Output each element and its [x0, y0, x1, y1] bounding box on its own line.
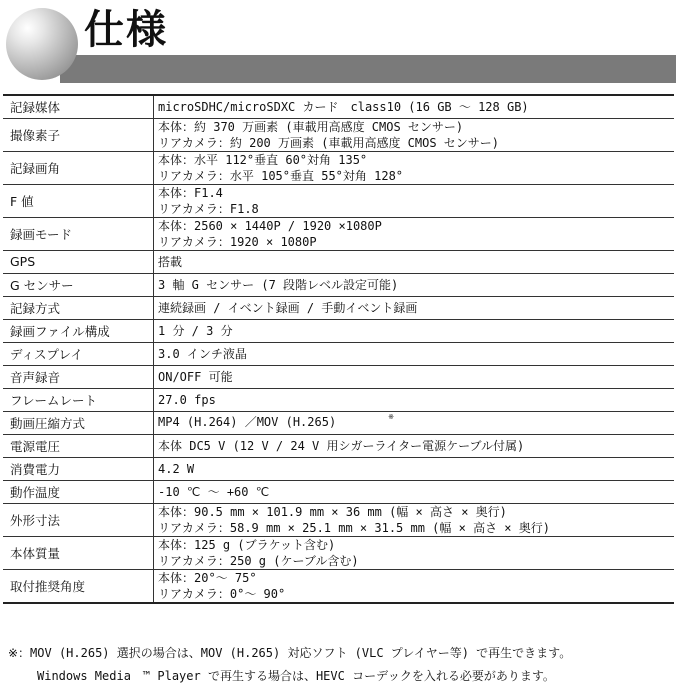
- spec-value: [154, 503, 675, 536]
- spec-value-line: 連続録画 / イベント録画 / 手動イベント録画: [158, 300, 418, 315]
- spec-label: 記録方式: [3, 296, 154, 319]
- spec-label: F 値: [3, 184, 154, 217]
- spec-value: [154, 536, 675, 569]
- spec-label: 本体質量: [3, 536, 154, 569]
- footnote-2: Windows Media ™ Player で再生する場合は、HEVC コーデックを入れる必要があります。: [37, 669, 555, 683]
- spec-row: [3, 217, 674, 250]
- spec-row: [3, 250, 674, 273]
- spec-row: [3, 457, 674, 480]
- spec-row: [3, 184, 674, 217]
- footnote-1: ※：MOV (H.265) 選択の場合は、MOV (H.265) 対応ソフト (VLC プレイヤー等) で再生できます。: [8, 646, 572, 660]
- spec-table: [3, 94, 674, 604]
- spec-value-line: 4.2 W: [158, 461, 195, 476]
- spec-row: [3, 342, 674, 365]
- page-title: 仕様: [84, 7, 168, 53]
- header-band: [60, 55, 676, 83]
- spec-value: [154, 319, 675, 342]
- spec-value-line: 3 軸 G センサー (7 段階レベル設定可能): [158, 277, 399, 292]
- spec-value-line: microSDHC/microSDXC カード class10 (16 GB ～ 128 GB): [158, 99, 529, 114]
- spec-label: 動作温度: [3, 480, 154, 503]
- spec-value-line: リアカメラ：F1.8: [158, 201, 259, 216]
- spec-value: [154, 273, 675, 296]
- spec-row: [3, 411, 674, 434]
- spec-value-line: リアカメラ：1920 × 1080P: [158, 234, 317, 249]
- spec-label: GPS: [3, 250, 154, 273]
- spec-row: [3, 151, 674, 184]
- spec-row: [3, 503, 674, 536]
- spec-value-line: 本体：125 g (ブラケット含む): [158, 537, 336, 552]
- spec-row: [3, 365, 674, 388]
- spec-row: [3, 319, 674, 342]
- spec-row: [3, 480, 674, 503]
- spec-value: [154, 296, 675, 319]
- spec-row: [3, 273, 674, 296]
- spec-value: [154, 434, 675, 457]
- spec-value: [154, 118, 675, 151]
- spec-label: フレームレート: [3, 388, 154, 411]
- spec-value: [154, 151, 675, 184]
- spec-value: [154, 569, 675, 603]
- spec-label: G センサー: [3, 273, 154, 296]
- spec-row: [3, 434, 674, 457]
- spec-value-line: 本体：約 370 万画素 (車載用高感度 CMOS センサー): [158, 119, 464, 134]
- spec-value-line: MP4 (H.264) ／MOV (H.265): [158, 414, 337, 429]
- spec-label: 外形寸法: [3, 503, 154, 536]
- spec-value-line: 本体 DC5 V (12 V / 24 V 用シガーライター電源ケーブル付属): [158, 438, 525, 453]
- spec-value-line: リアカメラ：0°～ 90°: [158, 586, 286, 601]
- header: [0, 0, 680, 90]
- spec-value-line: 1 分 / 3 分: [158, 323, 233, 338]
- spec-value: [154, 95, 675, 118]
- spec-value-line: リアカメラ：約 200 万画素 (車載用高感度 CMOS センサー): [158, 135, 500, 150]
- spec-value: [154, 457, 675, 480]
- spec-label: 消費電力: [3, 457, 154, 480]
- spec-value: [154, 388, 675, 411]
- spec-label: 録画ファイル構成: [3, 319, 154, 342]
- spec-value-line: 搭載: [158, 254, 183, 269]
- spec-row: [3, 569, 674, 603]
- footnotes: [8, 642, 571, 688]
- spec-value-line: 本体：90.5 mm × 101.9 mm × 36 mm (幅 × 高さ × 奥行): [158, 504, 507, 519]
- spec-row: [3, 296, 674, 319]
- spec-value: [154, 217, 675, 250]
- spec-value-line: 27.0 fps: [158, 392, 216, 407]
- spec-value-line: -10 ℃ ～ +60 ℃: [158, 484, 270, 499]
- spec-label: 電源電圧: [3, 434, 154, 457]
- spec-value-line: リアカメラ：58.9 mm × 25.1 mm × 31.5 mm (幅 × 高さ × 奥行): [158, 520, 550, 535]
- spec-row: [3, 388, 674, 411]
- spec-value: [154, 480, 675, 503]
- spec-value: [154, 184, 675, 217]
- spec-value-line: リアカメラ：250 g (ケーブル含む): [158, 553, 359, 568]
- spec-value-line: 本体：20°～ 75°: [158, 570, 257, 585]
- spec-value-line: 本体：F1.4: [158, 185, 223, 200]
- spec-label: 動画圧縮方式: [3, 411, 154, 434]
- spec-label: 撮像素子: [3, 118, 154, 151]
- spec-value-line: ON/OFF 可能: [158, 369, 233, 384]
- spec-row: [3, 536, 674, 569]
- spec-value: [154, 365, 675, 388]
- spec-label: 音声録音: [3, 365, 154, 388]
- spec-value-line: 本体：水平 112°垂直 60°対角 135°: [158, 152, 368, 167]
- spec-label: 記録画角: [3, 151, 154, 184]
- spec-value: [154, 250, 675, 273]
- spec-label: 記録媒体: [3, 95, 154, 118]
- sphere-decoration: [6, 8, 78, 80]
- spec-row: [3, 118, 674, 151]
- spec-label: 録画モード: [3, 217, 154, 250]
- spec-row: [3, 95, 674, 118]
- spec-label: 取付推奨角度: [3, 569, 154, 603]
- spec-value-line: 3.0 インチ液晶: [158, 346, 247, 361]
- spec-value-line: リアカメラ：水平 105°垂直 55°対角 128°: [158, 168, 404, 183]
- spec-value-line: 本体：2560 × 1440P / 1920 ×1080P: [158, 218, 382, 233]
- spec-value: [154, 411, 675, 434]
- spec-value: [154, 342, 675, 365]
- footnote-mark: ※: [388, 412, 395, 421]
- spec-label: ディスプレイ: [3, 342, 154, 365]
